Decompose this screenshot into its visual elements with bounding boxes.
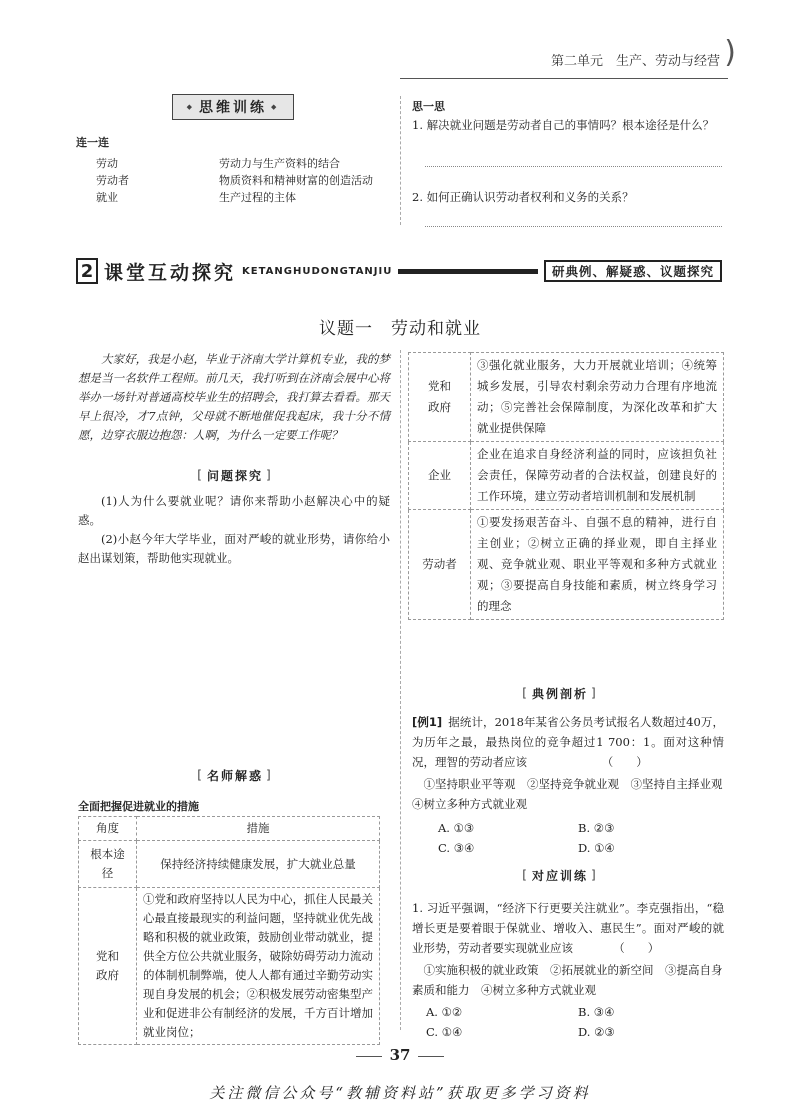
table-header-row [79, 817, 380, 841]
section-right-label: 研典例、解疑惑、议题探究 [544, 260, 722, 282]
table-row [79, 888, 380, 1045]
table-key-cell: 党和政府 [79, 888, 137, 1045]
banner-bar [398, 269, 538, 274]
match-right-item: 劳动力与生产资料的结合 [219, 157, 340, 170]
siwei-banner-text: ◆ 思维训练 [199, 100, 267, 116]
practice-option-a: A. ①② [426, 1005, 463, 1019]
siwei-banner [172, 94, 294, 120]
table-value-cell: ①要发扬艰苦奋斗、自强不息的精神，进行自主创业；②树立正确的择业观，即自主择业观、竞争就业观、职业平等观和多种方式就业观；③要提高自身技能和素质，树立终身学习的理念 [471, 510, 724, 620]
match-right-item: 物质资料和精神财富的创造活动 [219, 174, 373, 187]
example-text: 据统计，2018年某省公务员考试报名人数超过40万，为历年之最，最热岗位的竞争超过1 700：1。面对这种情况，理智的劳动者应该 （ ） [412, 715, 724, 769]
section-number: 2 [76, 258, 98, 284]
header-rule [400, 78, 728, 79]
footer-note: 关注微信公众号“教辅资料站”获取更多学习资料 [209, 1084, 591, 1102]
example-question [412, 712, 724, 772]
table-value-cell: 企业在追求自身经济利益的同时，应该担负社会责任，保障劳动者的合法权益，创建良好的工作环境，建立劳动者培训机制和发展机制 [471, 442, 724, 510]
column-divider-top [400, 96, 401, 225]
wenti-banner-text: [ 问题探究 [206, 468, 263, 483]
example-option-b: B. ②③ [578, 821, 615, 835]
topic-title: 议题一 劳动和就业 [319, 319, 481, 339]
answer-line-1 [425, 166, 722, 167]
match-right-column [219, 155, 373, 206]
practice-question: 1. 习近平强调，“经济下行更要关注就业”。李克强指出，“稳增长更是要着眼于保就业、增收入、惠民生”。面对严峻的就业形势，劳动者要实现就业应该 （ ） [412, 901, 724, 955]
measures-table-right [408, 352, 724, 620]
page-number-text: 37 [389, 1046, 411, 1064]
table-row [409, 353, 724, 442]
example-tag: [例1] [412, 715, 443, 729]
table-header-cell: 措施 [137, 817, 380, 841]
mingshi-banner-text: [ 名师解惑 [206, 768, 263, 783]
header-bracket: ) [724, 35, 736, 70]
answer-line-2 [425, 226, 722, 227]
siyisi-title: 思一思 [412, 100, 445, 113]
inquiry-question-2: (2)小赵今年大学毕业，面对严峻的就业形势，请你给小赵出谋划策，帮助他实现就业。 [78, 532, 390, 565]
match-left-item: 劳动 [96, 157, 118, 170]
table-value-cell: ③强化就业服务，大力开展就业培训；④统筹城乡发展，引导农村剩余劳动力合理有序地流动；⑤完善社会保障制度，为深化改革和扩大就业提供保障 [471, 353, 724, 442]
practice-option-b: B. ③④ [578, 1005, 615, 1019]
measures-table-left [78, 816, 380, 1045]
practice-option-c: C. ①④ [426, 1025, 463, 1039]
table-value-cell: ①党和政府坚持以人民为中心，抓住人民最关心最直接最现实的利益问题，坚持就业优先战略和积极的就业政策，鼓励创业带动就业，提供全方位公共就业服务，破除妨碍劳动力流动的体制机制弊端，使人人都有通过辛勤劳动实现自身发展的机会；②积极发展劳动密集型产业和促进非公有制经济的发展，千方百计增加就业岗位； [137, 888, 380, 1045]
duiying-banner [510, 866, 610, 884]
example-option-d: D. ①④ [578, 841, 615, 855]
section-title: 课堂互动探究 [104, 261, 237, 284]
table-key-cell: 根本途径 [79, 841, 137, 888]
table-key-cell: 劳动者 [409, 510, 471, 620]
practice-statements: ①实施积极的就业政策 ②拓展就业的新空间 ③提高自身素质和能力 ④树立多种方式就业观 [412, 963, 723, 997]
table-key-cell: 党和政府 [409, 353, 471, 442]
match-left-item: 就业 [96, 191, 118, 204]
table-key-cell: 企业 [409, 442, 471, 510]
page-number [0, 1046, 800, 1064]
section2-banner [76, 258, 722, 284]
table-row [79, 841, 380, 888]
wenti-banner [190, 466, 280, 484]
think-question-1: 1. 解决就业问题是劳动者自己的事情吗？根本途径是什么？ [412, 118, 715, 132]
table-caption: 全面把握促进就业的措施 [78, 800, 199, 813]
table-value-cell: 保持经济持续健康发展，扩大就业总量 [137, 841, 380, 888]
example-option-c: C. ③④ [438, 841, 475, 855]
table-header-cell: 角度 [79, 817, 137, 841]
practice-option-d: D. ②③ [578, 1025, 615, 1039]
lianyilian-title: 连一连 [76, 136, 109, 149]
story-paragraph: 大家好，我是小赵，毕业于济南大学计算机专业，我的梦想是当一名软件工程师。前几天，我打听到在济南会展中心将举办一场针对普通高校毕业生的招聘会，我打算去看看。那天早上很冷，才7点钟，父母就不断地催促我起床，我十分不情愿，边穿衣服边抱怨：人啊，为什么一定要工作呢？ [78, 352, 390, 442]
table-row [409, 510, 724, 620]
table-row [409, 442, 724, 510]
duiying-banner-text: [ 对应训练 [531, 868, 588, 883]
dianli-banner [510, 684, 610, 702]
mingshi-banner [190, 766, 280, 784]
dianli-banner-text: [ 典例剖析 [531, 686, 588, 701]
inquiry-question-1: (1)人为什么要就业呢？请你来帮助小赵解决心中的疑惑。 [78, 494, 390, 527]
example-option-a: A. ①③ [438, 821, 475, 835]
section-pinyin: KETANGHUDONGTANJIU [242, 265, 393, 277]
column-divider [400, 350, 401, 1030]
example-statements: ①坚持职业平等观 ②坚持竞争就业观 ③坚持自主择业观 ④树立多种方式就业观 [412, 777, 734, 811]
match-right-item: 生产过程的主体 [219, 191, 296, 204]
think-question-2: 2. 如何正确认识劳动者权利和义务的关系？ [412, 190, 634, 204]
match-left-column [96, 155, 129, 206]
match-left-item: 劳动者 [96, 174, 129, 187]
unit-title: 第二单元 生产、劳动与经营 [550, 54, 720, 69]
